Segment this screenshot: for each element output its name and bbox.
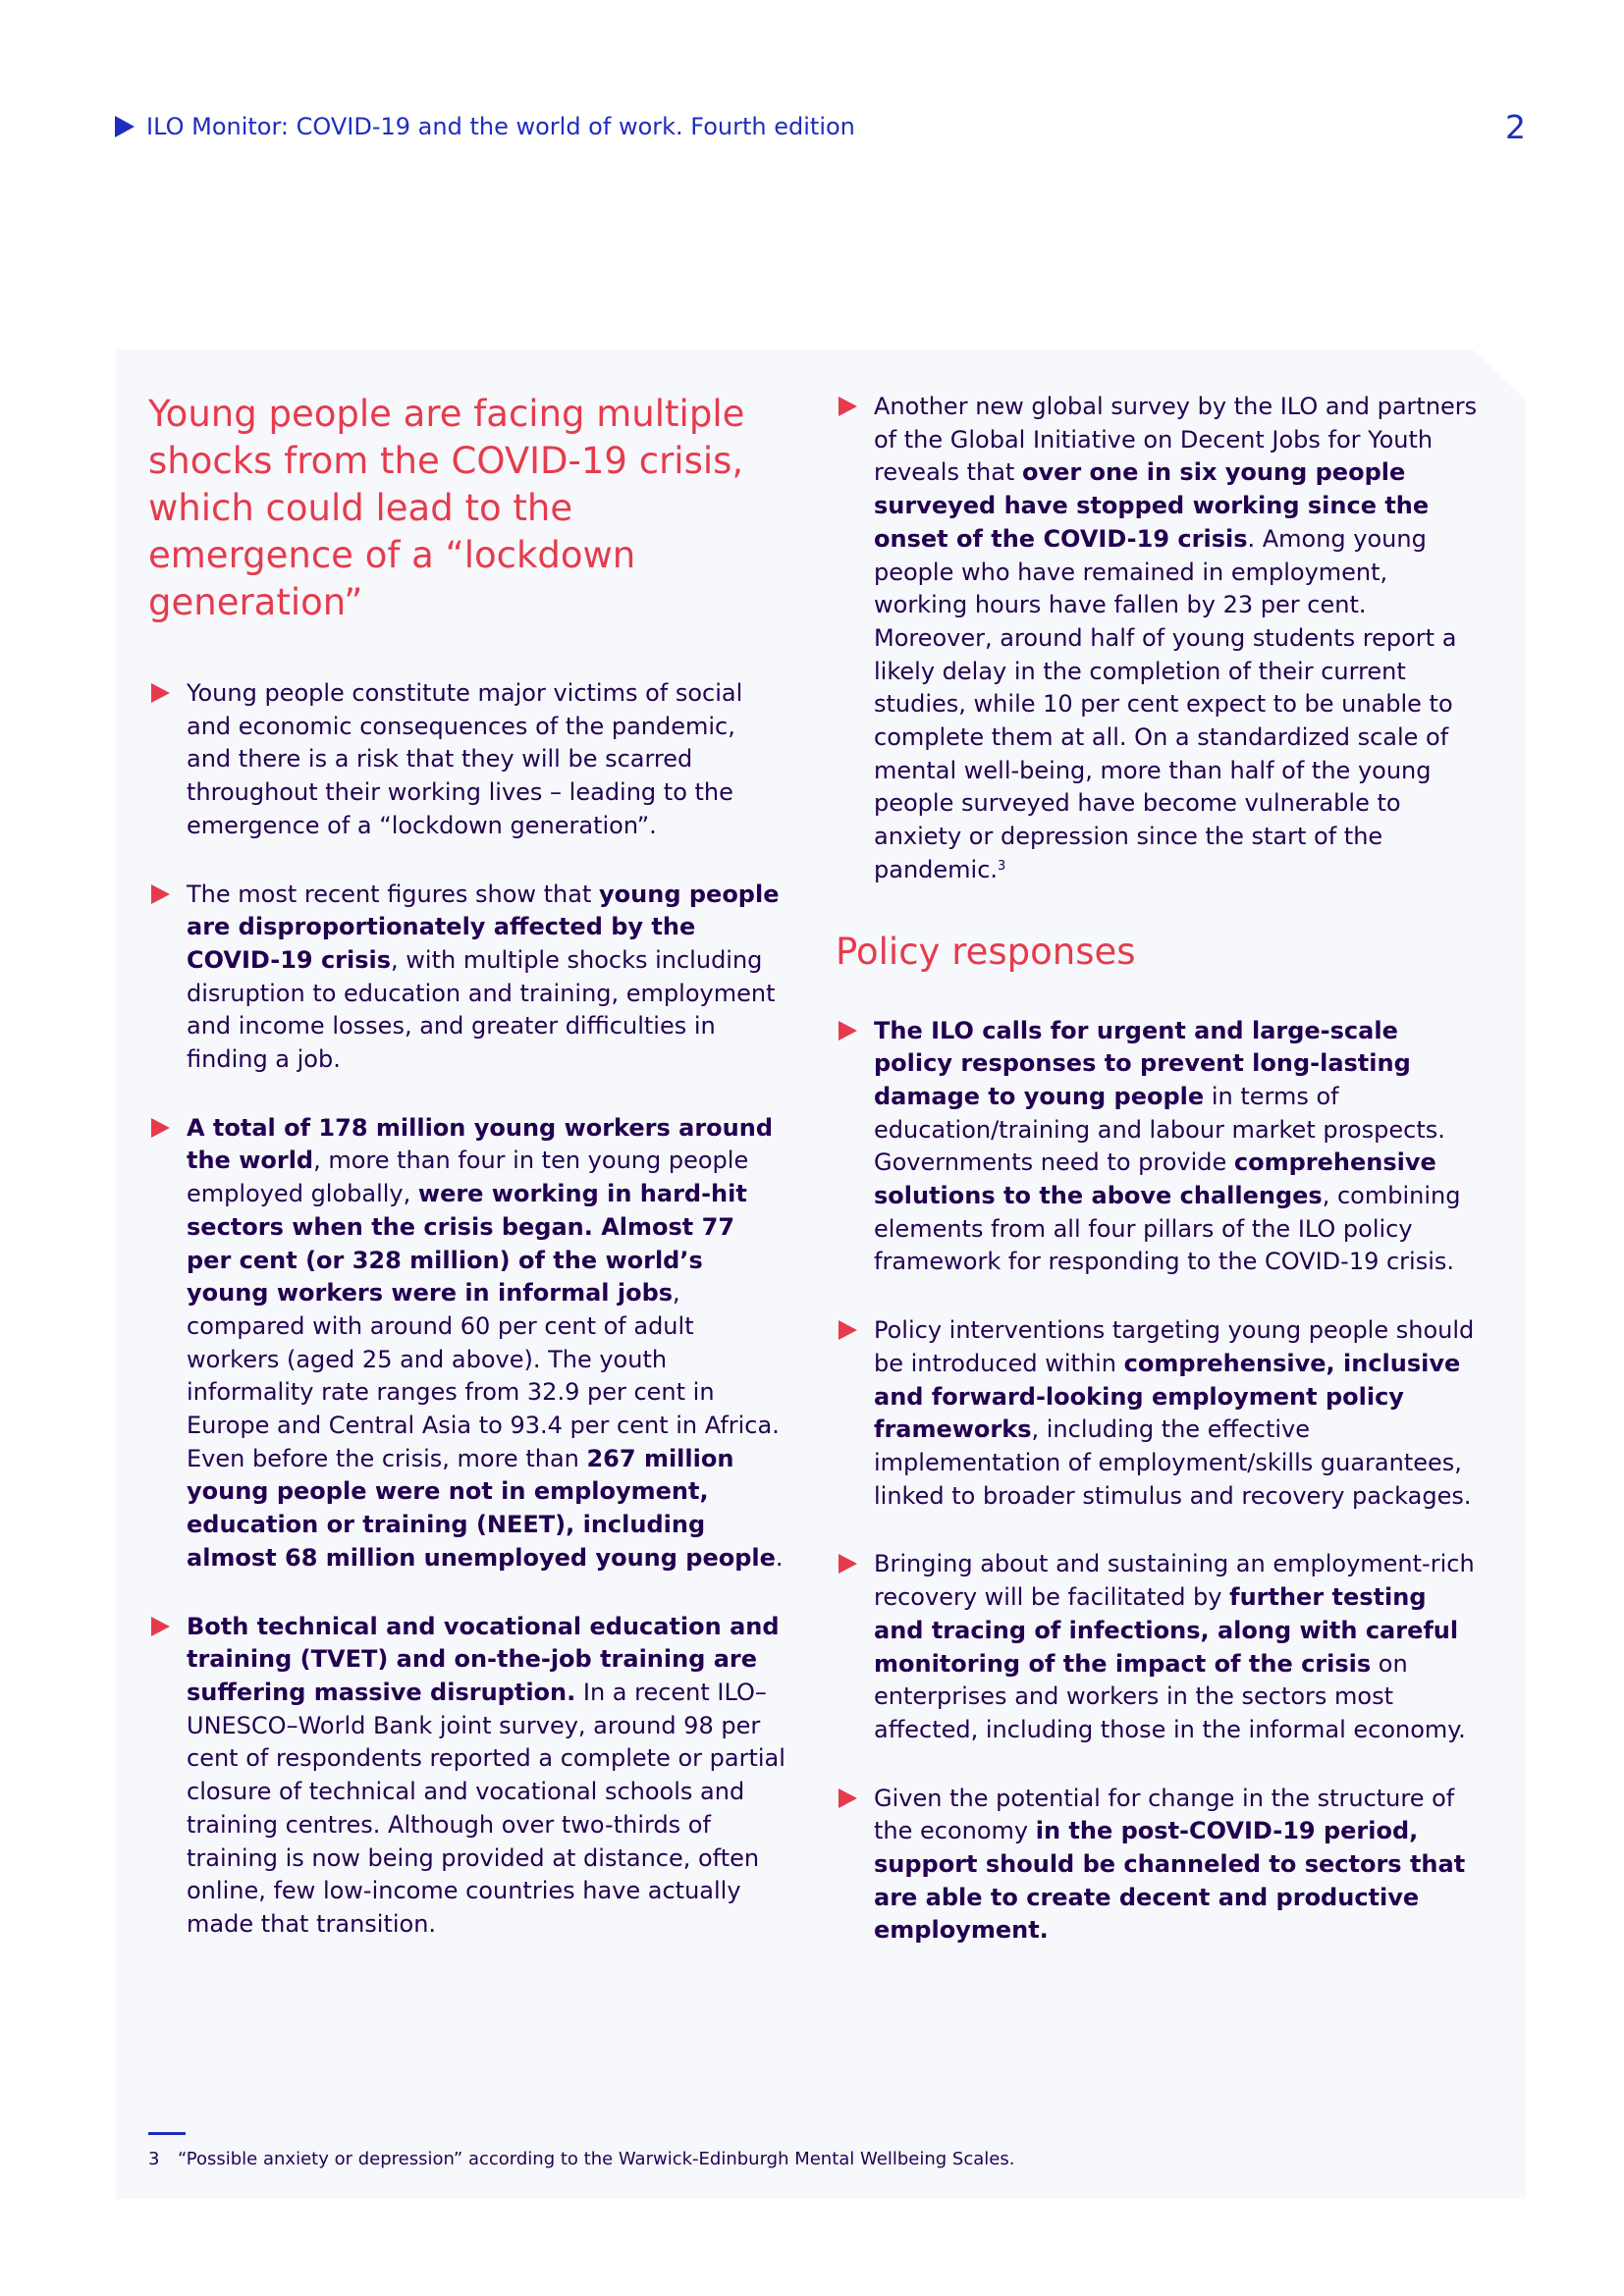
bold-text-run: A total of 178 million young workers around the world — [187, 1113, 773, 1175]
footnote — [148, 2132, 1425, 2172]
text-run: on enterprises and workers in the sectors most affected, including those in the informal economy. — [874, 1649, 1466, 1743]
page-number: 2 — [1505, 108, 1526, 146]
bold-text-run: young people are disproportionately affected by the COVID-19 crisis — [187, 880, 780, 974]
bullet-hard-hit-sectors — [148, 1112, 786, 1575]
left-column — [148, 391, 786, 1977]
bullet-disproportionately-affected — [148, 879, 786, 1077]
bullet-post-covid-sectors — [836, 1783, 1479, 1949]
text-run: , with multiple shocks including disruption to education and training, employment and income losses, and greater difficulties in finding a job. — [187, 945, 776, 1074]
text-run: Young people constitute major victims of social and economic consequences of the pandemic, and there is a risk that they will be scarred throughout their working lives – leading to the emergence of a “lockdown generation”. — [187, 679, 743, 839]
text-run: Another new global survey by the ILO and partners of the Global Initiative on Decent Jobs for Youth reveals that — [874, 393, 1478, 487]
running-header — [115, 110, 1526, 149]
bold-text-run: Both technical and vocational education and training (TVET) and on-the-job training are suffering massive disruption. — [187, 1612, 780, 1706]
bold-text-run: The ILO calls for urgent and large-scale policy responses to prevent long-lasting damage to young people — [874, 1016, 1411, 1110]
footnote-divider — [148, 2132, 186, 2135]
section-title-lockdown-generation: Young people are facing multiple shocks from the COVID-19 crisis, which could lead to the emergence of a “lockdown generation” — [148, 393, 745, 623]
footnote-number: 3 — [148, 2149, 160, 2169]
triangle-arrow-icon — [115, 116, 135, 137]
section-title-policy-responses: Policy responses — [836, 930, 1136, 973]
bold-text-run: in the post-COVID-19 period, support should be channeled to sectors that are able to create decent and productive employment. — [874, 1817, 1466, 1945]
footnote-body: “Possible anxiety or depression” according to the Warwick-Edinburgh Mental Wellbeing Scales. — [178, 2149, 1015, 2169]
footnote-ref: 3 — [998, 858, 1006, 874]
right-column — [836, 391, 1479, 1983]
bold-text-run: comprehensive, inclusive and forward-looking employment policy frameworks — [874, 1349, 1461, 1444]
bold-text-run: 267 million young people were not in employment, education or training (NEET), including almost 68 million unemployed young people — [187, 1444, 776, 1572]
text-run: , compared with around 60 per cent of adult workers (aged 25 and above). The youth informality rate ranges from 32.9 per cent in Europe and Central Asia to 93.4 per cent in Africa. Even before the crisis, more than — [187, 1279, 780, 1472]
footnote-text-line — [148, 2147, 1425, 2172]
text-run: Given the potential for change in the structure of the economy — [874, 1784, 1455, 1845]
bold-text-run: over one in six young people surveyed have stopped working since the onset of the COVID-19 crisis — [874, 458, 1430, 553]
bullet-urgent-policy-responses — [836, 1015, 1479, 1280]
text-run: . — [775, 1543, 784, 1572]
bullet-policy-frameworks — [836, 1314, 1479, 1513]
text-run: in terms of education/training and labour market prospects. Governments need to provide — [874, 1082, 1445, 1177]
text-run: , combining elements from all four pillars of the ILO policy framework for responding to the COVID-19 crisis. — [874, 1182, 1461, 1276]
text-run: The most recent figures show that — [187, 880, 600, 908]
text-run: In a recent ILO–UNESCO–World Bank joint survey, around 98 per cent of respondents reported a complete or partial closure of technical and vocational schools and training centres. Although over two-thirds of training is now being provided at distance, often online, few low-income countries have actually made that transition. — [187, 1678, 785, 1938]
publication-title: ILO Monitor: COVID-19 and the world of work. Fourth edition — [146, 113, 855, 140]
bullet-young-people-victims — [148, 677, 786, 843]
text-run: Bringing about and sustaining an employment-rich recovery will be facilitated by — [874, 1550, 1475, 1612]
text-run: . Among young people who have remained in employment, working hours have fallen by 23 per cent. Moreover, around half of young students report a likely delay in the completion of their current studies, while 10 per cent expect to be unable to complete them at all. On a standardized scale of mental well-being, more than half of the young people surveyed have become vulnerable to anxiety or depression since the start of the pandemic. — [874, 524, 1457, 883]
text-run: , more than four in ten young people employed globally, — [187, 1147, 749, 1208]
bullet-global-survey — [836, 391, 1479, 887]
bold-text-run: further testing and tracing of infections, along with careful monitoring of the impact of the crisis — [874, 1583, 1459, 1678]
bold-text-run: were working in hard-hit sectors when the crisis began. Almost 77 per cent (or 328 million) of the world’s young workers were in informal jobs — [187, 1180, 747, 1308]
text-run: Policy interventions targeting young people should be introduced within — [874, 1316, 1475, 1377]
text-run: , including the effective implementation of employment/skills guarantees, linked to broader stimulus and recovery packages. — [874, 1415, 1472, 1510]
bullet-testing-and-tracing — [836, 1548, 1479, 1746]
bullet-tvet-disruption — [148, 1611, 786, 1942]
bold-text-run: comprehensive solutions to the above challenges — [874, 1148, 1436, 1210]
